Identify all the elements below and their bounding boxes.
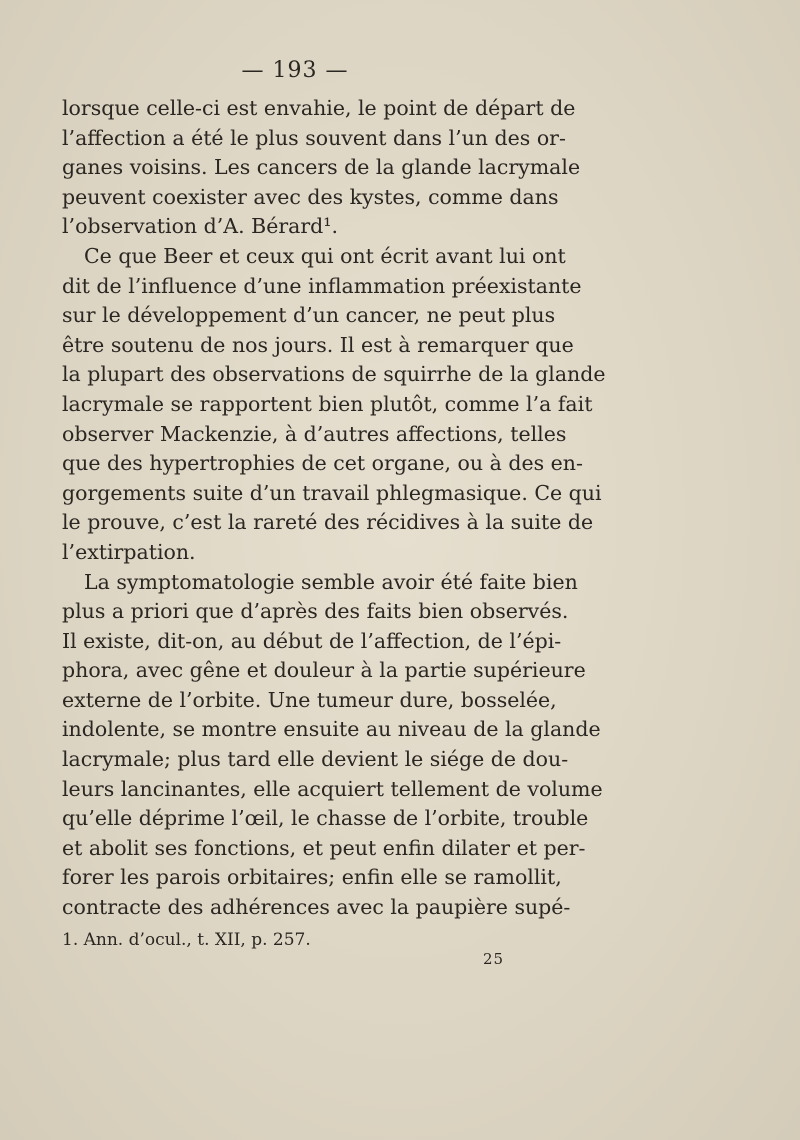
text-line: qu’elle déprime l’œil, le chasse de l’orbite, trouble [62,806,589,831]
text-line: leurs lancinantes, elle acquiert tellement de volume [62,776,603,801]
text-line: l’affection a été le plus souvent dans l’un des or- [62,125,566,150]
text-line: peuvent coexister avec des kystes, comme dans [62,184,559,209]
text-line: phora, avec gêne et douleur à la partie supérieure [62,658,586,683]
text-line: lorsque celle-ci est envahie, le point de départ de [62,96,576,120]
text-line: l’extirpation. [62,539,196,564]
page-number: — 193 — [241,58,349,83]
text-line: gorgements suite d’un travail phlegmasique. Ce qui [62,480,602,505]
text-line: contracte des adhérences avec la paupière supé- [62,895,571,920]
text-line: être soutenu de nos jours. Il est à remarquer que [62,332,574,357]
text-line: l’observation d’A. Bérard¹. [62,214,338,239]
text-line: la plupart des observations de squirrhe de la glande [62,362,606,387]
text-line: plus a priori que d’après des faits bien observés. [62,599,569,624]
text-line: Ce que Beer et ceux qui ont écrit avant lui ont [84,243,566,268]
text-line: et abolit ses fonctions, et peut enfin dilater et per- [62,835,586,860]
text-line: lacrymale se rapportent bien plutôt, comme l’a fait [62,391,593,416]
text-line: forer les parois orbitaires; enfin elle se ramollit, [62,865,562,890]
text-line: lacrymale; plus tard elle devient le siége de dou- [62,747,569,772]
text-line: Il existe, dit-on, au début de l’affection, de l’épi- [62,628,562,653]
text-line: indolente, se montre ensuite au niveau de la glande [62,717,601,742]
text-line: externe de l’orbite. Une tumeur dure, bosselée, [62,687,557,712]
text-line: La symptomatologie semble avoir été faite bien [84,569,578,594]
body-text [62,94,606,923]
signature-mark: 25 [483,950,505,968]
text-line: le prouve, c’est la rareté des récidives à la suite de [62,510,594,535]
text-line: dit de l’influence d’une inflammation préexistante [62,273,582,298]
text-line: observer Mackenzie, à d’autres affections, telles [62,421,567,446]
text-line: ganes voisins. Les cancers de la glande lacrymale [62,155,581,180]
text-line: que des hypertrophies de cet organe, ou à des en- [62,451,583,476]
text-line: sur le développement d’un cancer, ne peut plus [62,303,556,328]
footnote: 1. Ann. d’ocul., t. XII, p. 257. [62,930,311,950]
